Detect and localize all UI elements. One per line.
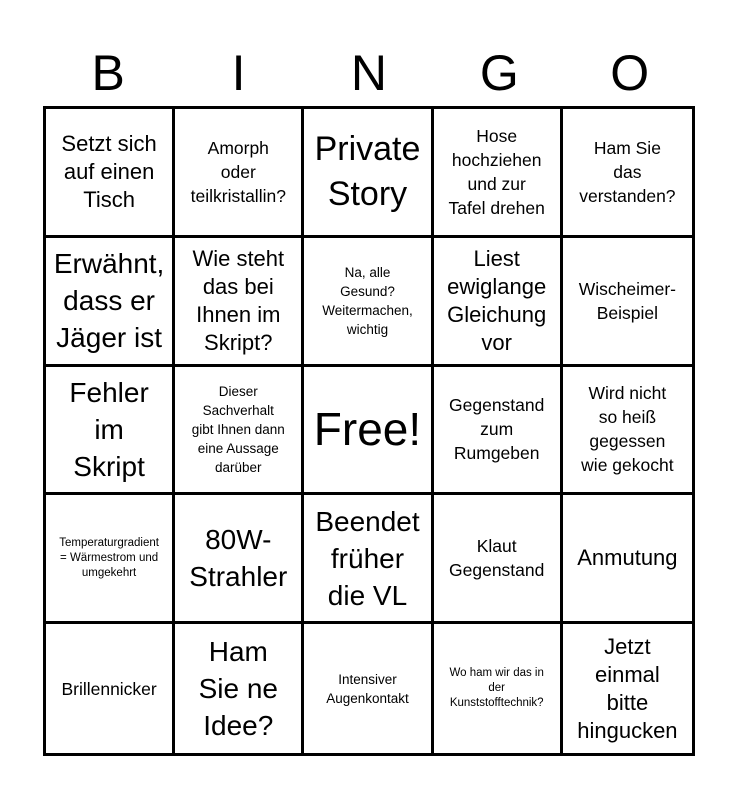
bingo-cell-text: Brillennicker xyxy=(61,678,157,699)
bingo-cell-text: Fehler im Skript xyxy=(69,376,149,482)
bingo-cell[interactable] xyxy=(434,624,563,753)
bingo-header xyxy=(43,40,695,106)
bingo-cell[interactable] xyxy=(563,495,692,624)
bingo-cell[interactable] xyxy=(563,624,692,753)
bingo-cell[interactable] xyxy=(563,109,692,238)
bingo-cell[interactable] xyxy=(175,495,304,624)
bingo-cell-text: Temperaturgradient = Wärmestrom und umgekehrt xyxy=(59,536,159,579)
bingo-cell-text: Na, alle Gesund? Weitermachen, wichtig xyxy=(322,264,413,337)
bingo-cell-text: Wird nicht so heiß gegessen wie gekocht xyxy=(581,383,674,476)
bingo-cell-text: Hose hochziehen und zur Tafel drehen xyxy=(448,125,545,218)
bingo-grid xyxy=(43,106,695,756)
bingo-cell[interactable] xyxy=(46,367,175,496)
bingo-cell-text: Ham Sie das verstanden? xyxy=(579,137,676,206)
bingo-cell[interactable] xyxy=(46,624,175,753)
bingo-cell[interactable] xyxy=(563,238,692,367)
bingo-cell-text: Intensiver Augenkontakt xyxy=(326,671,409,706)
bingo-cell-text: Klaut Gegenstand xyxy=(449,536,545,581)
bingo-cell[interactable] xyxy=(304,238,433,367)
header-letter-o: O xyxy=(610,45,650,101)
bingo-cell-text: Wischeimer- Beispiel xyxy=(578,278,676,323)
bingo-cell[interactable] xyxy=(175,624,304,753)
bingo-cell-text: Setzt sich auf einen Tisch xyxy=(61,130,157,212)
bingo-cell-text: Private Story xyxy=(314,129,421,213)
bingo-cell[interactable] xyxy=(175,367,304,496)
bingo-cell-text: Amorph oder teilkristallin? xyxy=(190,137,286,206)
bingo-cell[interactable] xyxy=(434,238,563,367)
header-letter-b: B xyxy=(91,45,125,101)
bingo-cell[interactable] xyxy=(46,495,175,624)
bingo-cell-text: Wie steht das bei Ihnen im Skript? xyxy=(192,245,285,355)
bingo-cell-text: Dieser Sachverhalt gibt Ihnen dann eine Aussage darüber xyxy=(191,383,285,475)
bingo-cell[interactable] xyxy=(46,238,175,367)
bingo-cell[interactable] xyxy=(46,109,175,238)
bingo-cell[interactable] xyxy=(563,367,692,496)
bingo-cell[interactable] xyxy=(434,367,563,496)
header-letter-n: N xyxy=(350,45,388,101)
bingo-cell-text: Free! xyxy=(313,403,422,456)
bingo-cell[interactable] xyxy=(304,109,433,238)
bingo-cell-text: Beendet früher die VL xyxy=(315,505,420,611)
bingo-cell-text: Jetzt einmal bitte hingucken xyxy=(577,633,678,743)
bingo-cell-text: Gegenstand zum Rumgeben xyxy=(449,395,545,464)
bingo-cell[interactable] xyxy=(304,495,433,624)
bingo-cell[interactable] xyxy=(175,238,304,367)
bingo-cell-text: Erwähnt, dass er Jäger ist xyxy=(53,248,165,354)
bingo-cell-text: Liest ewiglange Gleichung vor xyxy=(447,245,547,355)
bingo-cell-text: Wo ham wir das in der Kunststofftechnik? xyxy=(449,667,544,710)
header-letter-i: I xyxy=(231,45,246,101)
bingo-cell[interactable] xyxy=(434,109,563,238)
bingo-cell[interactable] xyxy=(175,109,304,238)
bingo-cell[interactable] xyxy=(434,495,563,624)
bingo-cell[interactable] xyxy=(304,367,433,496)
bingo-cell-text: Anmutung xyxy=(577,545,678,571)
bingo-cell-text: Ham Sie ne Idee? xyxy=(198,636,278,742)
bingo-cell-text: 80W- Strahler xyxy=(189,524,288,593)
bingo-cell[interactable] xyxy=(304,624,433,753)
header-letter-g: G xyxy=(479,45,519,101)
